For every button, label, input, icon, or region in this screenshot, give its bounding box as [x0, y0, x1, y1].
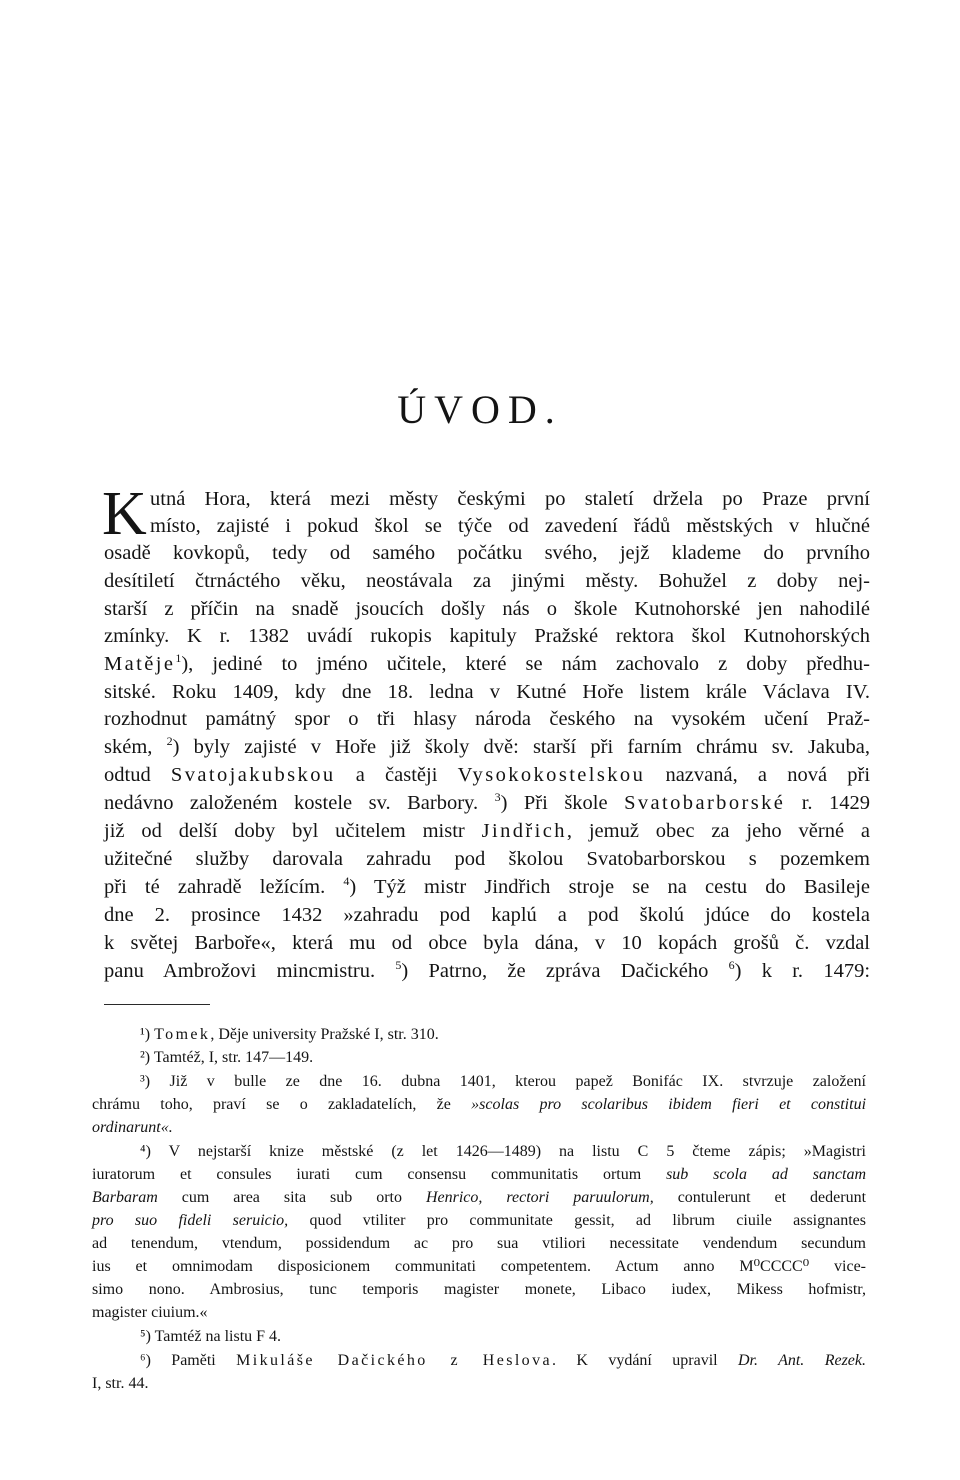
footnote-6-mark: ⁶) Paměti — [140, 1352, 216, 1369]
footnote-4-l2-italic: sub scola ad sanctam — [666, 1166, 867, 1183]
footnote-6-author: Mikuláše Dačického z Heslova — [236, 1352, 552, 1369]
page-title: ÚVOD. — [397, 387, 563, 432]
body-line-12-a: nedávno založeném kostele sv. Barbory. — [104, 792, 479, 814]
footnote-4-line-3 — [92, 1187, 866, 1209]
body-line-18-b: ) Patrno, že zpráva Dačického — [401, 960, 709, 982]
footnote-2: ²) Tamtéž, I, str. 147—149. — [140, 1049, 314, 1066]
footnote-4-line-5: ad tenendum, vtendum, possidendum ac pro sua vtiliori necessitate vendendum secundum — [92, 1235, 866, 1252]
body-line-15 — [104, 874, 870, 901]
drop-cap: K — [102, 480, 147, 548]
body-line-12-b: ) Při škole — [500, 792, 608, 814]
footnote-ref-1: 1 — [175, 651, 182, 665]
body-line-12-d: r. 1429 — [801, 792, 871, 814]
footnote-4-l4-text: quod vtiliter pro communitate gessit, ad librum ciuile assignantes — [309, 1212, 866, 1229]
body-line-15-b: ) Týž mistr Jindřich stroje se na cestu do Basileje — [349, 876, 871, 898]
body-line-10 — [104, 734, 870, 761]
footnote-4-l3-text-b: cum area sita sub orto — [181, 1189, 402, 1206]
name-mateje: Matěje — [104, 653, 176, 675]
footnote-1-mark: ¹) — [140, 1026, 151, 1043]
footnote-4-line-4 — [92, 1210, 866, 1232]
body-line-8: sitské. Roku 1409, kdy dne 18. ledna v Kutné Hoře listem krále Václava IV. — [104, 681, 870, 703]
footnote-3-text: chrámu toho, praví se o zakladatelích, že — [92, 1096, 451, 1113]
body-line-13 — [104, 818, 870, 845]
footnote-1 — [140, 1024, 914, 1046]
footnote-6-editor: Dr. Ant. Rezek. — [737, 1352, 866, 1369]
footnote-4-line-6: ius et omnimodam disposicionem communitati competentem. Actum anno M⁰CCCC⁰ vice- — [92, 1258, 866, 1275]
body-line-11-c: a častěji — [355, 764, 438, 786]
body-line-9: rozhodnut památný spor o tři hlasy národa českého na vysokém učení Praž- — [104, 708, 870, 730]
body-line-5: starší z příčin na snadě jsoucích došly nás o škole Kutnohorské jen nahodilé — [104, 598, 870, 620]
footnote-4-line-2 — [92, 1164, 866, 1186]
body-line-17: k světej Barboře«, která mu od obce byla dána, v 10 kopách grošů č. vzdal — [104, 932, 870, 954]
footnote-6-text: . K vydání upravil — [551, 1352, 718, 1369]
footnote-6-line-1 — [140, 1350, 866, 1372]
body-line-7 — [104, 651, 870, 678]
body-line-10-text: ) byly zajisté v Hoře již školy dvě: starší při farním chrámu sv. Jakuba, — [172, 736, 870, 758]
body-line-6: zmínky. K r. 1382 uvádí rukopis kapituly Pražské rektora škol Kutnohorských — [104, 625, 870, 647]
footnote-divider — [104, 1004, 210, 1005]
body-line-13-a: již od delší doby byl učitelem mistr — [104, 820, 465, 842]
name-svatobarborske: Svatobarborské — [624, 792, 786, 814]
footnote-3-line-1: ³) Již v bulle ze dne 16. dubna 1401, kterou papež Bonifác IX. stvrzuje založení — [140, 1073, 866, 1090]
name-vysokokostelskou: Vysokokostelskou — [457, 764, 646, 786]
footnote-1-text: , Děje university Pražské I, str. 310. — [210, 1026, 439, 1043]
footnote-ref-6: 6 — [728, 958, 735, 972]
footnote-5: ⁵) Tamtéž na listu F 4. — [140, 1328, 282, 1345]
footnote-3-line-2 — [92, 1094, 866, 1116]
body-line-2: místo, zajisté i pokud škol se týče od zavedení řádů městských v hlučné — [150, 515, 870, 537]
body-line-15-a: při té zahradě ležícím. — [104, 876, 326, 898]
name-jindrich: Jindřich — [481, 820, 567, 842]
footnote-4-l3-italic-a: Barbaram — [92, 1189, 158, 1206]
body-line-1: utná Hora, která mezi městy českými po staletí držela po Praze první — [150, 488, 870, 510]
body-line-4: desítiletí čtrnáctého věku, neostávala za jinými městy. Bohužel z doby nej- — [104, 570, 870, 592]
body-line-3: osadě kovkopů, tedy od samého počátku svého, jejž klademe do prvního — [104, 542, 870, 564]
footnote-3-line-3 — [92, 1117, 866, 1139]
body-line-11-e: nazvaná, a nová při — [665, 764, 871, 786]
body-line-18 — [104, 958, 870, 985]
body-line-12 — [104, 790, 870, 817]
footnote-1-author: Tomek — [154, 1026, 211, 1043]
body-line-11-a: odtud — [104, 764, 151, 786]
body-line-18-c: ) k r. 1479: — [734, 960, 871, 982]
body-line-10-start: ském, — [104, 736, 153, 758]
footnote-4-l3-italic-c: Henrico, rectori paruulorum, — [425, 1189, 654, 1206]
footnote-ref-3: 3 — [494, 790, 501, 804]
footnote-ref-2: 2 — [166, 734, 173, 748]
footnote-4-l3-text-d: contulerunt et dederunt — [677, 1189, 867, 1206]
footnote-ref-4: 4 — [343, 874, 350, 888]
footnote-ref-5: 5 — [395, 958, 402, 972]
footnote-4-line-7: simo nono. Ambrosius, tunc temporis magister monete, Libaco iudex, Mikess hofmistr, — [92, 1281, 866, 1298]
footnote-4-l2-text: iuratorum et consules iurati cum consensu communitatis ortum — [92, 1166, 642, 1183]
footnote-3-quote: »scolas pro scolaribus ibidem fieri et constitui — [471, 1096, 867, 1113]
body-line-11 — [104, 762, 870, 789]
name-svatojakubskou: Svatojakubskou — [170, 764, 336, 786]
footnote-4-l4-italic: pro suo fideli seruicio, — [92, 1212, 289, 1229]
footnote-3-quote-end: ordinarunt«. — [92, 1119, 173, 1136]
body-line-13-c: , jemuž obec za jeho věrné a — [566, 820, 871, 842]
footnote-6-line-2: I, str. 44. — [92, 1375, 149, 1392]
body-line-16: dne 2. prosince 1432 »zahradu pod kaplú a pod školú jdúce do kostela — [104, 904, 870, 926]
body-line-7-text: ), jediné to jméno učitele, které se nám zachovalo z doby předhu- — [181, 653, 870, 675]
footnote-4-line-8: magister ciuium.« — [92, 1304, 208, 1321]
body-line-18-a: panu Ambrožovi mincmistru. — [104, 960, 376, 982]
footnote-4-line-1: ⁴) V nejstarší knize městské (z let 1426—1489) na listu C 5 čteme zápis; »Magistri — [140, 1143, 866, 1160]
body-line-14: užitečné služby darovala zahradu pod školou Svatobarborskou s pozemkem — [104, 848, 870, 870]
